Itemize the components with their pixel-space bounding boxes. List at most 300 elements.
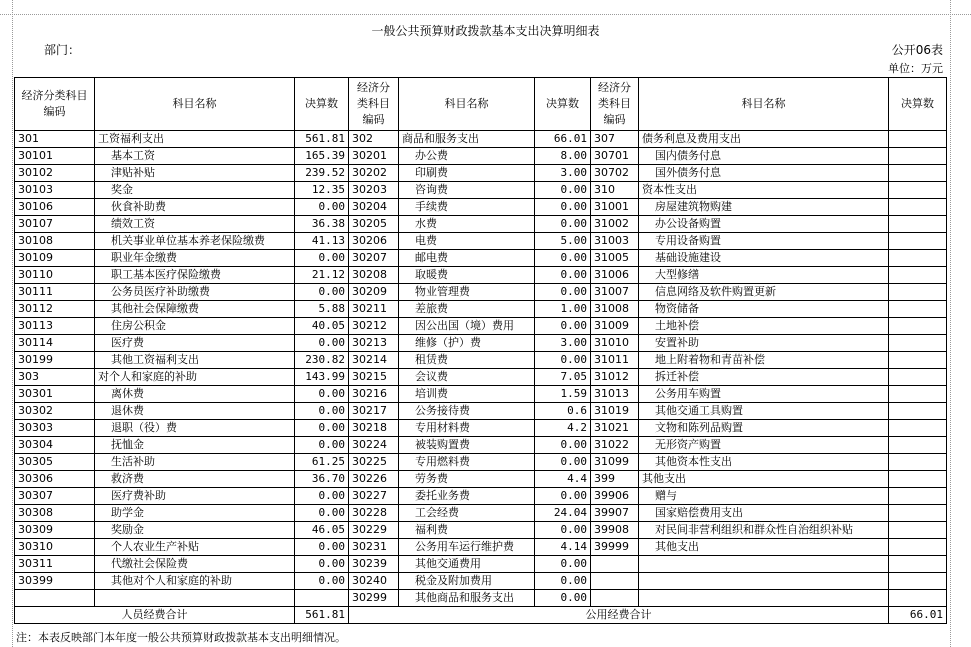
amount-cell	[889, 386, 947, 403]
amount-cell: 66.01	[535, 131, 591, 148]
table-row	[15, 352, 947, 369]
name-cell: 办公费	[399, 148, 535, 165]
amount-cell	[889, 148, 947, 165]
code-cell: 31002	[591, 216, 639, 233]
table-row	[15, 522, 947, 539]
table-row	[15, 488, 947, 505]
amount-cell	[889, 182, 947, 199]
code-cell	[591, 573, 639, 590]
amount-cell	[889, 165, 947, 182]
table-row	[15, 301, 947, 318]
code-cell: 30107	[15, 216, 95, 233]
amount-cell	[889, 522, 947, 539]
amount-cell: 561.81	[295, 131, 349, 148]
amount-cell	[889, 488, 947, 505]
name-cell: 取暖费	[399, 267, 535, 284]
name-cell: 其他资本性支出	[639, 454, 889, 471]
name-cell: 专用材料费	[399, 420, 535, 437]
name-cell: 奖金	[95, 182, 295, 199]
table-row	[15, 403, 947, 420]
name-cell: 基本工资	[95, 148, 295, 165]
name-cell: 工资福利支出	[95, 131, 295, 148]
table-row	[15, 335, 947, 352]
amount-cell: 0.00	[295, 199, 349, 216]
name-cell: 差旅费	[399, 301, 535, 318]
name-cell: 水费	[399, 216, 535, 233]
amount-cell: 8.00	[535, 148, 591, 165]
code-cell: 30311	[15, 556, 95, 573]
code-cell: 31003	[591, 233, 639, 250]
public-total-value: 66.01	[889, 607, 947, 624]
amount-cell	[889, 369, 947, 386]
name-cell: 伙食补助费	[95, 199, 295, 216]
amount-cell	[889, 233, 947, 250]
code-cell: 31021	[591, 420, 639, 437]
name-cell	[639, 556, 889, 573]
name-cell: 对民间非营利组织和群众性自治组织补贴	[639, 522, 889, 539]
amount-cell	[889, 216, 947, 233]
amount-cell	[889, 352, 947, 369]
amount-cell: 41.13	[295, 233, 349, 250]
name-cell: 国家赔偿费用支出	[639, 505, 889, 522]
code-cell: 30224	[349, 437, 399, 454]
amount-cell: 0.00	[535, 318, 591, 335]
name-cell: 劳务费	[399, 471, 535, 488]
code-cell: 39907	[591, 505, 639, 522]
name-cell: 印刷费	[399, 165, 535, 182]
amount-cell: 1.00	[535, 301, 591, 318]
table-row	[15, 420, 947, 437]
code-cell: 30108	[15, 233, 95, 250]
expenditure-detail-table	[14, 77, 947, 624]
code-cell: 30305	[15, 454, 95, 471]
code-cell: 30203	[349, 182, 399, 199]
name-cell: 生活补助	[95, 454, 295, 471]
name-cell: 住房公积金	[95, 318, 295, 335]
table-row	[15, 148, 947, 165]
header-name-3: 科目名称	[639, 78, 889, 131]
code-cell: 31013	[591, 386, 639, 403]
name-cell: 其他社会保障缴费	[95, 301, 295, 318]
code-cell: 399	[591, 471, 639, 488]
name-cell: 物资储备	[639, 301, 889, 318]
name-cell: 咨询费	[399, 182, 535, 199]
code-cell: 30199	[15, 352, 95, 369]
header-amount-1: 决算数	[295, 78, 349, 131]
page-right-border	[950, 0, 951, 647]
code-cell: 30205	[349, 216, 399, 233]
table-row	[15, 182, 947, 199]
code-cell: 30103	[15, 182, 95, 199]
amount-cell	[889, 250, 947, 267]
code-cell: 31099	[591, 454, 639, 471]
amount-cell: 0.00	[535, 267, 591, 284]
form-number: 公开06表	[891, 43, 943, 57]
name-cell: 退职（役）费	[95, 420, 295, 437]
code-cell: 31007	[591, 284, 639, 301]
amount-cell: 24.04	[535, 505, 591, 522]
code-cell: 301	[15, 131, 95, 148]
name-cell: 办公设备购置	[639, 216, 889, 233]
name-cell: 离休费	[95, 386, 295, 403]
header-code-1: 经济分类科目编码	[15, 78, 95, 131]
name-cell: 退休费	[95, 403, 295, 420]
amount-cell: 230.82	[295, 352, 349, 369]
name-cell: 机关事业单位基本养老保险缴费	[95, 233, 295, 250]
name-cell: 津贴补贴	[95, 165, 295, 182]
code-cell: 30110	[15, 267, 95, 284]
code-cell: 39906	[591, 488, 639, 505]
code-cell: 30303	[15, 420, 95, 437]
amount-cell: 4.14	[535, 539, 591, 556]
name-cell: 物业管理费	[399, 284, 535, 301]
header-code-3: 经济分类科目编码	[591, 78, 639, 131]
amount-cell: 0.00	[535, 182, 591, 199]
footnote: 注：本表反映部门本年度一般公共预算财政拨款基本支出明细情况。	[16, 631, 346, 644]
amount-cell: 0.00	[295, 284, 349, 301]
code-cell: 30114	[15, 335, 95, 352]
unit-label: 单位：万元	[888, 62, 943, 75]
table-row	[15, 505, 947, 522]
code-cell: 30306	[15, 471, 95, 488]
name-cell: 债务利息及费用支出	[639, 131, 889, 148]
name-cell: 税金及附加费用	[399, 573, 535, 590]
name-cell: 商品和服务支出	[399, 131, 535, 148]
header-amount-3: 决算数	[889, 78, 947, 131]
table-row	[15, 267, 947, 284]
amount-cell	[889, 199, 947, 216]
amount-cell: 0.00	[535, 488, 591, 505]
amount-cell: 5.00	[535, 233, 591, 250]
table-row	[15, 590, 947, 607]
header-code-2: 经济分类科目编码	[349, 78, 399, 131]
amount-cell: 239.52	[295, 165, 349, 182]
name-cell: 福利费	[399, 522, 535, 539]
amount-cell: 0.00	[535, 216, 591, 233]
code-cell: 30231	[349, 539, 399, 556]
name-cell: 救济费	[95, 471, 295, 488]
table-body	[15, 131, 947, 607]
amount-cell: 36.70	[295, 471, 349, 488]
amount-cell: 0.00	[295, 420, 349, 437]
table-row	[15, 386, 947, 403]
code-cell: 30225	[349, 454, 399, 471]
name-cell: 手续费	[399, 199, 535, 216]
name-cell: 国外债务付息	[639, 165, 889, 182]
code-cell: 30201	[349, 148, 399, 165]
amount-cell: 0.00	[295, 539, 349, 556]
table-row	[15, 318, 947, 335]
amount-cell: 0.00	[295, 437, 349, 454]
amount-cell: 0.00	[295, 403, 349, 420]
code-cell: 30212	[349, 318, 399, 335]
table-row	[15, 437, 947, 454]
code-cell: 30304	[15, 437, 95, 454]
code-cell: 30211	[349, 301, 399, 318]
amount-cell	[889, 437, 947, 454]
code-cell: 30106	[15, 199, 95, 216]
code-cell: 30228	[349, 505, 399, 522]
name-cell: 工会经费	[399, 505, 535, 522]
code-cell: 30109	[15, 250, 95, 267]
amount-cell: 36.38	[295, 216, 349, 233]
amount-cell: 0.6	[535, 403, 591, 420]
name-cell	[639, 590, 889, 607]
amount-cell: 0.00	[535, 522, 591, 539]
code-cell: 30239	[349, 556, 399, 573]
table-row	[15, 199, 947, 216]
code-cell: 30111	[15, 284, 95, 301]
code-cell: 31005	[591, 250, 639, 267]
code-cell: 30216	[349, 386, 399, 403]
code-cell: 31006	[591, 267, 639, 284]
name-cell	[639, 573, 889, 590]
name-cell: 国内债务付息	[639, 148, 889, 165]
code-cell: 30310	[15, 539, 95, 556]
personnel-total-label: 人员经费合计	[15, 607, 295, 624]
code-cell	[591, 590, 639, 607]
amount-cell: 0.00	[535, 437, 591, 454]
name-cell: 其他支出	[639, 471, 889, 488]
amount-cell	[889, 556, 947, 573]
name-cell: 抚恤金	[95, 437, 295, 454]
name-cell: 邮电费	[399, 250, 535, 267]
name-cell	[95, 590, 295, 607]
name-cell: 公务接待费	[399, 403, 535, 420]
table-row	[15, 284, 947, 301]
code-cell: 30301	[15, 386, 95, 403]
code-cell: 30702	[591, 165, 639, 182]
code-cell: 30218	[349, 420, 399, 437]
amount-cell: 0.00	[535, 284, 591, 301]
code-cell: 30214	[349, 352, 399, 369]
code-cell: 30101	[15, 148, 95, 165]
amount-cell	[889, 505, 947, 522]
header-name-1: 科目名称	[95, 78, 295, 131]
amount-cell	[889, 471, 947, 488]
code-cell: 30307	[15, 488, 95, 505]
name-cell: 无形资产购置	[639, 437, 889, 454]
header-name-2: 科目名称	[399, 78, 535, 131]
table-row	[15, 216, 947, 233]
amount-cell: 61.25	[295, 454, 349, 471]
amount-cell	[889, 403, 947, 420]
name-cell: 个人农业生产补贴	[95, 539, 295, 556]
table-row	[15, 573, 947, 590]
code-cell: 30102	[15, 165, 95, 182]
name-cell: 房屋建筑物购建	[639, 199, 889, 216]
name-cell: 专用燃料费	[399, 454, 535, 471]
name-cell: 土地补偿	[639, 318, 889, 335]
name-cell: 专用设备购置	[639, 233, 889, 250]
code-cell: 307	[591, 131, 639, 148]
name-cell: 其他交通费用	[399, 556, 535, 573]
totals-row	[15, 607, 947, 624]
amount-cell: 0.00	[535, 590, 591, 607]
code-cell: 31022	[591, 437, 639, 454]
name-cell: 安置补助	[639, 335, 889, 352]
name-cell: 其他商品和服务支出	[399, 590, 535, 607]
name-cell: 维修（护）费	[399, 335, 535, 352]
code-cell: 31012	[591, 369, 639, 386]
amount-cell: 0.00	[535, 573, 591, 590]
name-cell: 公务用车购置	[639, 386, 889, 403]
amount-cell: 7.05	[535, 369, 591, 386]
amount-cell	[889, 318, 947, 335]
code-cell: 30208	[349, 267, 399, 284]
name-cell: 资本性支出	[639, 182, 889, 199]
name-cell: 对个人和家庭的补助	[95, 369, 295, 386]
name-cell: 其他工资福利支出	[95, 352, 295, 369]
amount-cell: 0.00	[295, 250, 349, 267]
code-cell: 30226	[349, 471, 399, 488]
name-cell: 助学金	[95, 505, 295, 522]
code-cell: 30202	[349, 165, 399, 182]
code-cell: 310	[591, 182, 639, 199]
amount-cell: 0.00	[535, 199, 591, 216]
name-cell: 地上附着物和青苗补偿	[639, 352, 889, 369]
code-cell: 302	[349, 131, 399, 148]
amount-cell: 0.00	[535, 556, 591, 573]
table-row	[15, 369, 947, 386]
header-row	[15, 78, 947, 131]
code-cell: 30113	[15, 318, 95, 335]
name-cell: 医疗费补助	[95, 488, 295, 505]
amount-cell: 0.00	[295, 573, 349, 590]
name-cell: 因公出国（境）费用	[399, 318, 535, 335]
name-cell: 职业年金缴费	[95, 250, 295, 267]
amount-cell	[889, 539, 947, 556]
amount-cell: 40.05	[295, 318, 349, 335]
name-cell: 代缴社会保险费	[95, 556, 295, 573]
code-cell	[15, 590, 95, 607]
amount-cell: 4.4	[535, 471, 591, 488]
code-cell: 30215	[349, 369, 399, 386]
page-top-border	[0, 14, 971, 15]
amount-cell: 0.00	[295, 386, 349, 403]
name-cell: 公务用车运行维护费	[399, 539, 535, 556]
amount-cell	[889, 131, 947, 148]
name-cell: 基础设施建设	[639, 250, 889, 267]
name-cell: 绩效工资	[95, 216, 295, 233]
table-title: 一般公共预算财政拨款基本支出决算明细表	[371, 24, 600, 38]
amount-cell: 1.59	[535, 386, 591, 403]
code-cell: 31011	[591, 352, 639, 369]
table-row	[15, 131, 947, 148]
name-cell: 大型修缮	[639, 267, 889, 284]
code-cell: 31008	[591, 301, 639, 318]
name-cell: 公务员医疗补助缴费	[95, 284, 295, 301]
name-cell: 被装购置费	[399, 437, 535, 454]
name-cell: 医疗费	[95, 335, 295, 352]
amount-cell: 0.00	[295, 335, 349, 352]
code-cell: 31001	[591, 199, 639, 216]
code-cell: 30302	[15, 403, 95, 420]
code-cell: 30299	[349, 590, 399, 607]
code-cell: 31009	[591, 318, 639, 335]
amount-cell: 165.39	[295, 148, 349, 165]
code-cell: 30207	[349, 250, 399, 267]
name-cell: 奖励金	[95, 522, 295, 539]
code-cell: 30112	[15, 301, 95, 318]
code-cell: 30309	[15, 522, 95, 539]
amount-cell: 0.00	[295, 505, 349, 522]
amount-cell: 0.00	[535, 250, 591, 267]
code-cell: 30229	[349, 522, 399, 539]
name-cell: 赠与	[639, 488, 889, 505]
table-row	[15, 556, 947, 573]
name-cell: 其他支出	[639, 539, 889, 556]
personnel-total-value: 561.81	[295, 607, 349, 624]
amount-cell	[889, 267, 947, 284]
amount-cell	[889, 454, 947, 471]
table-row	[15, 454, 947, 471]
amount-cell: 143.99	[295, 369, 349, 386]
amount-cell	[889, 420, 947, 437]
amount-cell: 3.00	[535, 165, 591, 182]
amount-cell: 0.00	[295, 488, 349, 505]
code-cell: 39908	[591, 522, 639, 539]
amount-cell: 12.35	[295, 182, 349, 199]
amount-cell	[295, 590, 349, 607]
header-amount-2: 决算数	[535, 78, 591, 131]
amount-cell: 4.2	[535, 420, 591, 437]
name-cell: 拆迁补偿	[639, 369, 889, 386]
name-cell: 职工基本医疗保险缴费	[95, 267, 295, 284]
name-cell: 信息网络及软件购置更新	[639, 284, 889, 301]
department-label: 部门：	[44, 43, 81, 57]
amount-cell: 21.12	[295, 267, 349, 284]
amount-cell: 46.05	[295, 522, 349, 539]
code-cell: 30217	[349, 403, 399, 420]
amount-cell: 0.00	[535, 352, 591, 369]
amount-cell	[889, 590, 947, 607]
table-row	[15, 165, 947, 182]
code-cell: 30204	[349, 199, 399, 216]
code-cell: 31019	[591, 403, 639, 420]
name-cell: 委托业务费	[399, 488, 535, 505]
code-cell: 30209	[349, 284, 399, 301]
amount-cell	[889, 301, 947, 318]
name-cell: 其他交通工具购置	[639, 403, 889, 420]
code-cell	[591, 556, 639, 573]
amount-cell	[889, 573, 947, 590]
name-cell: 文物和陈列品购置	[639, 420, 889, 437]
name-cell: 其他对个人和家庭的补助	[95, 573, 295, 590]
table-row	[15, 250, 947, 267]
code-cell: 30308	[15, 505, 95, 522]
page-left-border	[12, 0, 13, 647]
name-cell: 租赁费	[399, 352, 535, 369]
table-row	[15, 233, 947, 250]
code-cell: 31010	[591, 335, 639, 352]
amount-cell	[889, 335, 947, 352]
name-cell: 培训费	[399, 386, 535, 403]
amount-cell: 0.00	[535, 454, 591, 471]
table-row	[15, 471, 947, 488]
code-cell: 30213	[349, 335, 399, 352]
code-cell: 30227	[349, 488, 399, 505]
code-cell: 30240	[349, 573, 399, 590]
amount-cell: 3.00	[535, 335, 591, 352]
code-cell: 39999	[591, 539, 639, 556]
code-cell: 30701	[591, 148, 639, 165]
table-row	[15, 539, 947, 556]
code-cell: 30399	[15, 573, 95, 590]
amount-cell	[889, 284, 947, 301]
name-cell: 会议费	[399, 369, 535, 386]
code-cell: 303	[15, 369, 95, 386]
